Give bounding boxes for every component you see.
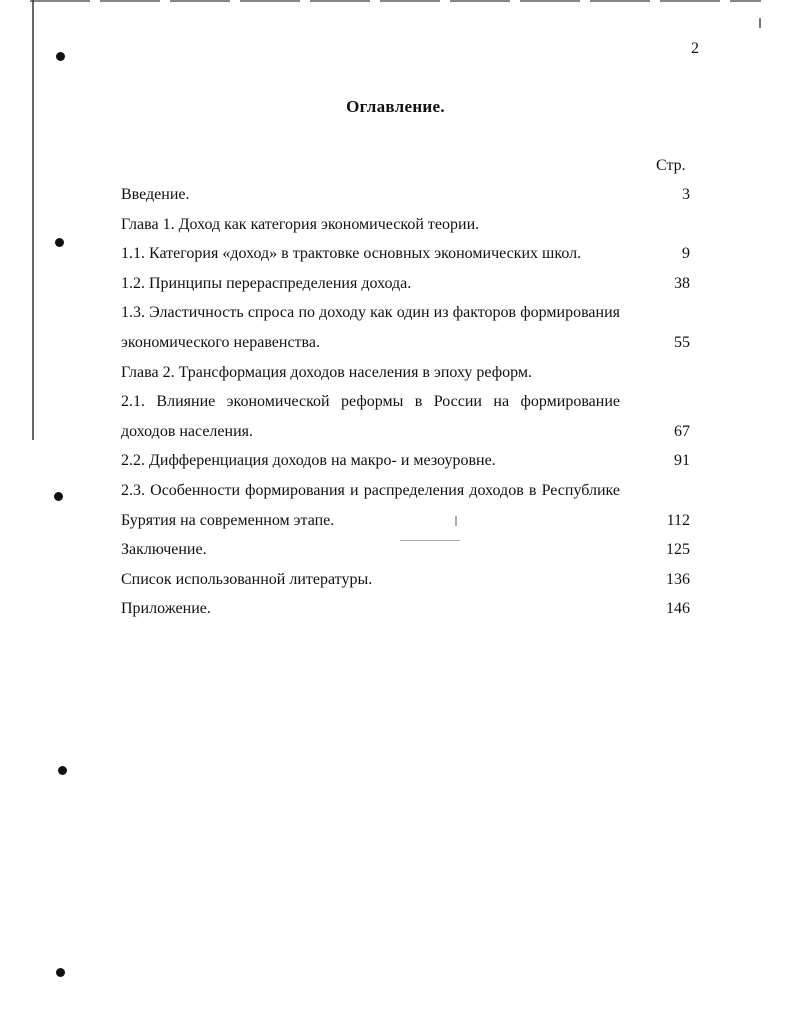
binder-hole-mark [56,968,65,977]
toc-entry [121,269,690,299]
toc-entry [121,210,690,240]
toc-list [121,180,690,624]
toc-entry-text: Глава 1. Доход как категория экономической теории. [121,215,480,233]
toc-entry-page: 91 [674,452,690,470]
binder-hole-mark [54,492,63,501]
page-column-label: Стр. [656,157,686,174]
toc-entry-text: Глава 2. Трансформация доходов населения в эпоху реформ. [121,363,532,381]
scan-edge-left [32,0,34,440]
toc-entry [121,446,690,476]
toc-entry-text: Список использованной литературы. [121,570,373,588]
toc-entry [121,535,690,565]
toc-entry [121,476,690,535]
toc-entry-text: Заключение. [121,541,207,559]
toc-entry-page: 55 [674,333,690,351]
toc-entry [121,594,690,624]
toc-entry [121,180,690,210]
binder-hole-mark [58,766,67,775]
toc-entry [121,387,690,446]
toc-entry-text: 2.1. Влияние экономической реформы в России на формирование доходов населения. [121,393,620,440]
toc-entry-page: 3 [682,186,690,203]
toc-entry-page: 67 [674,422,690,440]
toc-entry-page: 112 [666,511,690,529]
toc-entry-text: 1.2. Принципы перераспределения дохода. [121,274,412,292]
toc-entry-page: 136 [666,570,690,588]
toc-entry-text: 1.1. Категория «доход» в трактовке основных экономических школ. [121,245,582,263]
toc-entry [121,239,690,269]
scan-edge-top [30,0,761,2]
toc-entry-page: 38 [674,274,690,292]
binder-hole-mark [56,52,65,61]
toc-entry-text: 1.3. Эластичность спроса по доходу как один из факторов формирования экономического неравенства. [121,304,620,351]
toc-entry-text: 2.3. Особенности формирования и распределения доходов в Республике Бурятия на современном этапе. [121,481,620,529]
toc-entry [121,298,690,357]
scan-mark-right [759,18,761,28]
toc-entry-text: 2.2. Дифференциация доходов на макро- и мезоуровне. [121,452,496,470]
toc-entry-page: 125 [666,541,690,559]
binder-hole-mark [55,238,64,247]
toc-entry-text: Введение. [121,186,190,203]
toc-entry-text: Приложение. [121,600,211,618]
toc-entry [121,565,690,595]
toc-entry-page: 9 [682,245,690,263]
toc-entry [121,358,690,388]
toc-entry-page: 146 [666,600,690,618]
toc-title: Оглавление. [346,97,445,116]
page-number: 2 [691,40,699,57]
